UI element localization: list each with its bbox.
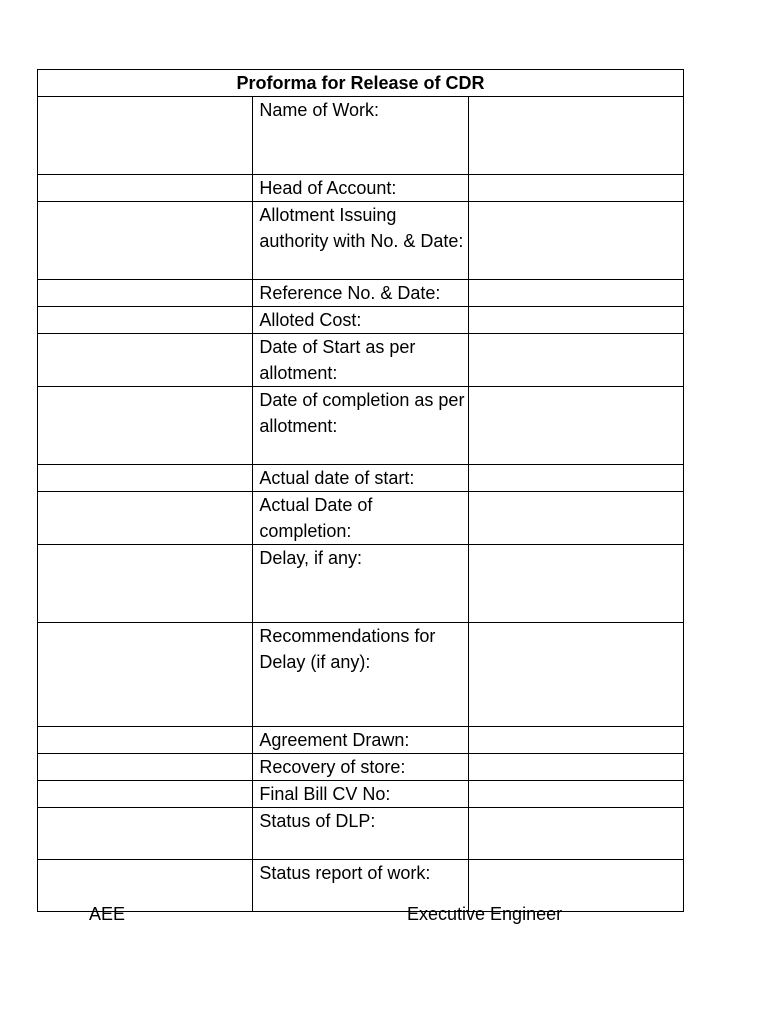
row-number-cell	[38, 860, 253, 912]
field-label-text: Actual date of start:	[259, 468, 415, 488]
field-label-text: Status of DLP:	[259, 811, 376, 831]
field-label-text: Date of Start as per allotment:	[259, 337, 416, 383]
field-label-text: Alloted Cost:	[259, 310, 362, 330]
signature-aee: AEE	[89, 904, 126, 924]
field-value-cell[interactable]	[468, 492, 683, 545]
field-label-text: Head of Account:	[259, 178, 397, 198]
row-number-cell	[38, 727, 253, 754]
form-row	[38, 202, 684, 280]
form-row	[38, 175, 684, 202]
form-row	[38, 387, 684, 465]
field-value-cell[interactable]	[468, 808, 683, 860]
form-row	[38, 545, 684, 623]
row-number-cell	[38, 754, 253, 781]
field-value-cell[interactable]	[468, 175, 683, 202]
field-label-text: Reference No. & Date:	[259, 283, 441, 303]
field-label-text: Allotment Issuing authority with No. & Date:	[259, 205, 464, 251]
field-label	[253, 808, 468, 860]
row-number-cell	[38, 387, 253, 465]
form-row	[38, 727, 684, 754]
field-label	[253, 307, 468, 334]
field-value-cell[interactable]	[468, 465, 683, 492]
field-label	[253, 387, 468, 465]
row-number-cell	[38, 623, 253, 727]
field-value-cell[interactable]	[468, 97, 683, 175]
field-value-cell[interactable]	[468, 307, 683, 334]
form-row	[38, 307, 684, 334]
form-row	[38, 754, 684, 781]
form-row	[38, 280, 684, 307]
field-label-text: Agreement Drawn:	[259, 730, 410, 750]
row-number-cell	[38, 808, 253, 860]
form-row	[38, 860, 684, 912]
row-number-cell	[38, 307, 253, 334]
field-label-text: Status report of work:	[259, 863, 431, 883]
row-number-cell	[38, 334, 253, 387]
row-number-cell	[38, 545, 253, 623]
field-label	[253, 334, 468, 387]
field-label-text: Date of completion as per allotment:	[259, 390, 465, 436]
field-value-cell[interactable]	[468, 334, 683, 387]
field-label	[253, 727, 468, 754]
field-value-cell[interactable]	[468, 781, 683, 808]
field-label-text: Delay, if any:	[259, 548, 363, 568]
field-value-cell[interactable]	[468, 545, 683, 623]
field-label-text: Recovery of store:	[259, 757, 406, 777]
row-number-cell	[38, 492, 253, 545]
field-value-cell[interactable]	[468, 727, 683, 754]
field-value-cell[interactable]	[468, 202, 683, 280]
field-value-cell[interactable]	[468, 754, 683, 781]
field-label	[253, 492, 468, 545]
row-number-cell	[38, 465, 253, 492]
row-number-cell	[38, 97, 253, 175]
field-value-cell[interactable]	[468, 387, 683, 465]
form-row	[38, 808, 684, 860]
signature-executive-engineer: Executive Engineer	[407, 904, 563, 924]
field-label-text: Recommendations for Delay (if any):	[259, 626, 436, 672]
field-label	[253, 781, 468, 808]
field-label	[253, 280, 468, 307]
form-body	[38, 70, 684, 912]
cdr-proforma-table	[37, 69, 684, 912]
form-row	[38, 97, 684, 175]
field-label-text: Name of Work:	[259, 100, 380, 120]
field-label	[253, 754, 468, 781]
field-label	[253, 465, 468, 492]
form-row	[38, 781, 684, 808]
form-title: Proforma for Release of CDR	[38, 70, 684, 97]
field-label	[253, 202, 468, 280]
row-number-cell	[38, 280, 253, 307]
field-value-cell[interactable]	[468, 280, 683, 307]
row-number-cell	[38, 781, 253, 808]
field-label	[253, 97, 468, 175]
field-label	[253, 545, 468, 623]
row-number-cell	[38, 202, 253, 280]
field-label	[253, 175, 468, 202]
field-label-text: Final Bill CV No:	[259, 784, 391, 804]
row-number-cell	[38, 175, 253, 202]
field-label-text: Actual Date of completion:	[259, 495, 373, 541]
form-row	[38, 334, 684, 387]
title-row	[38, 70, 684, 97]
form-row	[38, 492, 684, 545]
field-value-cell[interactable]	[468, 623, 683, 727]
form-row	[38, 465, 684, 492]
form-row	[38, 623, 684, 727]
field-label	[253, 623, 468, 727]
